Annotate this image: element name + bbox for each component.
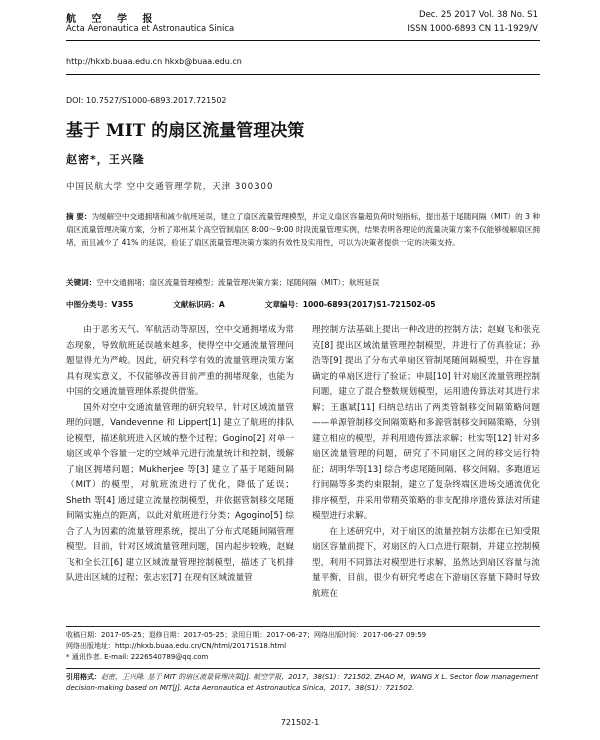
citation-label: 引用格式： <box>66 673 101 681</box>
citation-text: 赵密，王兴隆. 基于 MIT 的扇区流量管理决策[J]. 航空学报，2017，38(S1)：721502. ZHAO M，WANG X L. Sector flow management decision-making based on MIT[J]. Acta Aeronautica et Astronautica Sinica，2017，38(S1)：721502. <box>66 673 539 692</box>
header-rule <box>66 40 540 41</box>
classification-row <box>66 299 540 310</box>
corresponding-author: * 通讯作者. E-mail: 2226540789@qq.com <box>66 653 209 661</box>
page-number: 721502-1 <box>280 718 320 727</box>
abstract-label: 摘 要： <box>66 212 92 221</box>
body-column-right <box>312 323 540 602</box>
body-column-left <box>66 323 294 587</box>
journal-name-en: Acta Aeronautica et Astronautica Sinica <box>66 24 235 34</box>
article-title: 基于 MIT 的扇区流量管理决策 <box>66 121 305 141</box>
doi: DOI: 10.7527/S1000-6893.2017.721502 <box>66 96 227 105</box>
footnote-rule-2 <box>66 668 540 669</box>
authors: 赵密*，王兴隆 <box>66 153 145 166</box>
document-code: 文献标识码：A <box>173 300 225 309</box>
journal-issn: ISSN 1000-6893 CN 11-1929/V <box>407 24 538 34</box>
body-paragraph: 在上述研究中，对于扇区的流量控制方法都在已知受限扇区容量前提下，对扇区的入口点进行限制，并建立控制模型，利用不同算法对模型进行求解，虽然达到扇区容量与流量平衡，目前，很少有研究考虑在下游扇区容量下降时导致航班在 <box>312 526 540 599</box>
keywords-text: 空中交通拥堵；扇区流量管理模型；流量管理决策方案；尾随间隔（MIT）；航班延误 <box>96 278 380 287</box>
received-dates: 收稿日期：2017-05-25；退修日期：2017-05-25；录用日期：2017-06-27；网络出版时间：2017-06-27 09:59 <box>66 631 427 639</box>
header-rule-2 <box>66 74 540 75</box>
online-url[interactable]: 网络出版地址：http://hkxb.buaa.edu.cn/CN/html/20171S18.html <box>66 642 287 650</box>
journal-name-cn: 航 空 学 报 <box>66 14 159 25</box>
abstract-text: 为缓解空中交通拥堵和减少航班延误，建立了扇区流量管理模型，并定义扇区容量超负荷时刻指标，提出基于尾随间隔（MIT）的 3 种扇区流量管理决策方案，分析了郑州某个高空管制扇区 8:00～9:00 时段流量管理实例，结果表明各理论的流量决策方案不仅能够缓解扇区拥堵，而且减少了 41% 的延误，验证了扇区流量管理决策方案的有效性及实用性，可以为决策者提供一定的决策支持。 <box>66 212 540 247</box>
abstract <box>66 210 540 249</box>
keywords-label: 关键词： <box>66 278 97 287</box>
journal-date-volume: Dec. 25 2017 Vol. 38 No. S1 <box>419 10 538 20</box>
body-paragraph: 由于恶劣天气、军航活动等原因，空中交通拥堵成为常态现象，导致航班延误越来越多，使得空中交通流量管理问题显得尤为严峻。因此，研究科学有效的流量管理决策方案具有现实意义，不仅能够改善目前严重的拥堵现象，也能为中国的交通流量管理体系提供借鉴。 <box>66 325 294 397</box>
footnote-rule <box>66 626 540 627</box>
citation-format <box>66 672 540 694</box>
journal-urls[interactable]: http://hkxb.buaa.edu.cn hkxb@buaa.edu.cn <box>66 57 242 66</box>
clc-number: 中图分类号：V355 <box>66 300 134 309</box>
affiliation: 中国民航大学 空中交通管理学院，天津 300300 <box>66 182 274 192</box>
body-paragraph: 理控制方法基础上提出一种改进的控制方法；赵嶷飞和张克克[8] 提出区域流量管理控制模型，并进行了仿真验证；孙浩等[9] 提出了分布式单扇区管制尾随间隔模型，并在容量确定的单扇区进行了验证；申晨[10] 针对扇区流量管理控制问题，建立了混合整数规划模型，运用遗传算法对其进行求解；王惠斌[11] 归纳总结出了两类管制移交间隔策略问题——单源管制移交间隔策略和多源管制移交间隔策略，分别建立相应的模型，并利用遗传算法求解；杜实等[12] 针对多扇区流量管理的问题，研究了不同扇区之间的移交运行特征；胡明华等[13] 综合考虑尾随间隔、移交间隔、多跑道运行间隔等多类约束限制，建立了复杂终端区进场交通流优化排序模型，并采用带精英策略的非支配排序遗传算法对所建模型进行求解。 <box>312 325 540 521</box>
keywords <box>66 276 540 289</box>
article-number: 文章编号：1000-6893(2017)S1-721502-05 <box>264 300 436 309</box>
body-paragraph: 国外对空中交通流量管理的研究较早，针对区域流量管理的问题，Vandevenne 和 Lippert[1] 建立了航班的排队论模型，描述航班进入区域的整个过程；Gogino[2] 对单一扇区或单个容量一定的空域单元进行流量统计和控制，缓解了扇区拥堵问题；Mukherjee 等[3] 建立了基于尾随间隔（MIT）的模型，对航班流进行了优化，降低了延误；Sheth 等[4] 通过建立流量控制模型，并依据管制移交尾随间隔实施点的距离，以此对航班进行分类；Agogino[5] 综合了人为因素的流量管理系统，提出了分布式尾随间隔管理模型。目前，针对区域流量管理问题，国内起步较晚，赵嶷飞和全长江[6] 建立区域流量管理控制模型，描述了飞机排队进出区域的过程；张志宏[7] 在现有区域流量管 <box>66 402 294 583</box>
